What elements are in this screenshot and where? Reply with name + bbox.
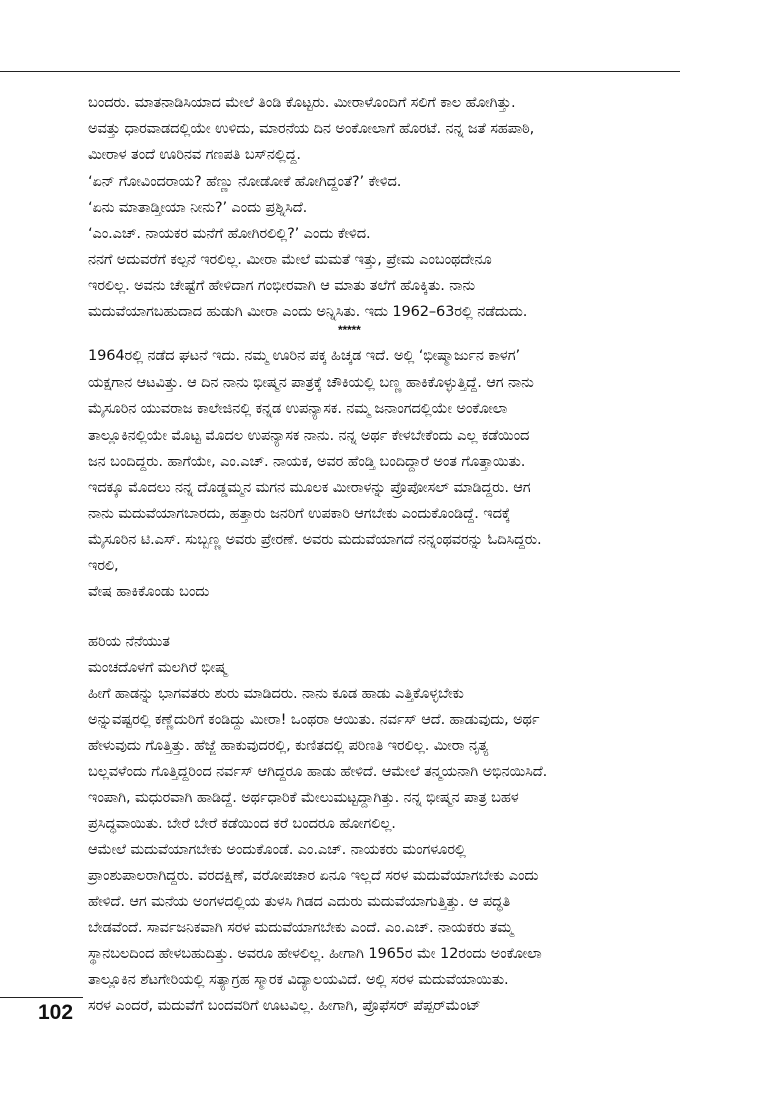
section-break: ***** bbox=[338, 323, 361, 337]
text-line: ಬಲ್ಲವಳೆಂದು ಗೊತ್ತಿದ್ದರಿಂದ ನರ್ವಸ್ ಆಗಿದ್ದರೂ ಹಾಡು ಹೇಳಿದೆ. ಆಮೇಲೆ ತನ್ಮಯನಾಗಿ ಅಭಿನಯಿಸಿದೆ. bbox=[88, 763, 548, 780]
text-line: ಇರಲಿಲ್ಲ. ಅವನು ಚೇಷ್ಟೆಗೆ ಹೇಳಿದಾಗ ಗಂಭೀರವಾಗಿ ಆ ಮಾತು ತಲೆಗೆ ಹೊಕ್ಕಿತು. ನಾನು bbox=[88, 277, 475, 294]
text-line: ಹೇಳುವುದು ಗೊತ್ತಿತ್ತು. ಹೆಜ್ಜೆ ಹಾಕುವುದರಲ್ಲಿ, ಕುಣಿತದಲ್ಲಿ ಪರಿಣತಿ ಇರಲಿಲ್ಲ. ಮೀರಾ ನೃತ್ಯ bbox=[88, 737, 489, 754]
text-line: ಅನ್ನುವಷ್ಟರಲ್ಲಿ ಕಣ್ಣೆದುರಿಗೆ ಕಂಡಿದ್ದು ಮೀರಾ! ಒಂಥರಾ ಆಯಿತು. ನರ್ವಸ್ ಆದೆ. ಹಾಡುವುದು, ಅರ್ಥ bbox=[88, 711, 540, 728]
text-line: 1964ರಲ್ಲಿ ನಡೆದ ಘಟನೆ ಇದು. ನಮ್ಮ ಊರಿನ ಪಕ್ಕ ಹಿಚ್ಕಡ ಇದೆ. ಅಲ್ಲಿ ‘ಭೀಷ್ಮಾರ್ಜುನ ಕಾಳಗ’ bbox=[88, 347, 520, 364]
text-line: ಮೈಸೂರಿನ ಟಿ.ಎಸ್. ಸುಬ್ಬಣ್ಣ ಅವರು ಪ್ರೇರಣೆ. ಅವರು ಮದುವೆಯಾಗದೆ ನನ್ನಂಥವರನ್ನು ಓದಿಸಿದ್ದರು. bbox=[88, 531, 542, 548]
text-line: ‘ಏನ್ ಗೋವಿಂದರಾಯ? ಹೆಣ್ಣು ನೋಡೋಕೆ ಹೋಗಿದ್ದಂತೆ?’ ಕೇಳಿದ. bbox=[88, 173, 402, 190]
text-line: ಇಂಪಾಗಿ, ಮಧುರವಾಗಿ ಹಾಡಿದ್ದೆ. ಅರ್ಥಧಾರಿಕೆ ಮೇಲುಮಟ್ಟದ್ದಾಗಿತ್ತು. ನನ್ನ ಭೀಷ್ಮನ ಪಾತ್ರ ಬಹಳ bbox=[88, 789, 519, 806]
text-line: ಹೇಳಿದೆ. ಆಗ ಮನೆಯ ಅಂಗಳದಲ್ಲಿಯ ತುಳಸಿ ಗಿಡದ ಎದುರು ಮದುವೆಯಾಗುತ್ತಿತ್ತು. ಆ ಪದ್ಧತಿ bbox=[88, 893, 511, 910]
header-rule bbox=[0, 71, 680, 72]
text-line: ಹೀಗೆ ಹಾಡನ್ನು ಭಾಗವತರು ಶುರು ಮಾಡಿದರು. ನಾನು ಕೂಡ ಹಾಡು ಎತ್ತಿಕೊಳ್ಳಬೇಕು bbox=[88, 685, 464, 702]
text-line: ತಾಲ್ಲೂಕಿನಲ್ಲಿಯೇ ಮೊಟ್ಟ ಮೊದಲ ಉಪನ್ಯಾಸಕ ನಾನು. ನನ್ನ ಅರ್ಥ ಕೇಳಬೇಕೆಂದು ಎಲ್ಲ ಕಡೆಯಿಂದ bbox=[88, 427, 530, 444]
text-line: ಬಂದರು. ಮಾತನಾಡಿಸಿಯಾದ ಮೇಲೆ ತಿಂಡಿ ಕೊಟ್ಟರು. ಮೀರಾಳೊಂದಿಗೆ ಸಲಿಗೆ ಕಾಲ ಹೋಗಿತ್ತು. bbox=[88, 94, 516, 111]
text-line: ಇದಕ್ಕೂ ಮೊದಲು ನನ್ನ ದೊಡ್ಡಮ್ಮನ ಮಗನ ಮೂಲಕ ಮೀರಾಳನ್ನು ಪ್ರೊಪೋಸಲ್ ಮಾಡಿದ್ದರು. ಆಗ bbox=[88, 479, 531, 496]
verse-line: ವೇಷ ಹಾಕಿಕೊಂಡು ಬಂದು bbox=[88, 583, 210, 600]
text-line: ‘ಏನು ಮಾತಾಡ್ತೀಯಾ ನೀನು?’ ಎಂದು ಪ್ರಶ್ನಿಸಿದೆ. bbox=[88, 199, 308, 216]
text-line: ನಾನು ಮದುವೆಯಾಗಬಾರದು, ಹತ್ತಾರು ಜನರಿಗೆ ಉಪಕಾರಿ ಆಗಬೇಕು ಎಂದುಕೊಂಡಿದ್ದೆ. ಇದಕ್ಕೆ bbox=[88, 505, 511, 522]
text-line: ನನಗೆ ಅದುವರೆಗೆ ಕಲ್ಪನೆ ಇರಲಿಲ್ಲ. ಮೀರಾ ಮೇಲೆ ಮಮತೆ ಇತ್ತು, ಪ್ರೇಮ ಎಂಬಂಥದೇನೂ bbox=[88, 251, 492, 268]
text-line: ಬೇಡವೆಂದೆ. ಸಾರ್ವಜನಿಕವಾಗಿ ಸರಳ ಮದುವೆಯಾಗಬೇಕು ಎಂದೆ. ಎಂ.ಎಚ್. ನಾಯಕರು ತಮ್ಮ bbox=[88, 919, 513, 936]
verse-line: ಮಂಚದೊಳಗೆ ಮಲಗಿರೆ ಭೀಷ್ಮ bbox=[88, 659, 227, 676]
text-line: ಮೀರಾಳ ತಂದೆ ಊರಿನವ ಗಣಪತಿ ಬಸ್‌ನಲ್ಲಿದ್ದ. bbox=[88, 146, 301, 163]
page-number: 102 bbox=[38, 1001, 74, 1024]
text-line: ಇರಲಿ, bbox=[88, 557, 119, 574]
text-line: ಮದುವೆಯಾಗಬಹುದಾದ ಹುಡುಗಿ ಮೀರಾ ಎಂದು ಅನ್ನಿಸಿತು. ಇದು 1962–63ರಲ್ಲಿ ನಡೆದುದು. bbox=[88, 303, 528, 320]
text-line: ಜನ ಬಂದಿದ್ದರು. ಹಾಗೆಯೇ, ಎಂ.ಎಚ್. ನಾಯಕ, ಅವರ ಹೆಂಡ್ತಿ ಬಂದಿದ್ದಾರೆ ಅಂತ ಗೊತ್ತಾಯಿತು. bbox=[88, 453, 526, 470]
verse-line: ಹರಿಯ ನೆನೆಯುತ bbox=[88, 633, 170, 650]
text-line: ಪ್ರಾಂಶುಪಾಲರಾಗಿದ್ದರು. ವರದಕ್ಷಿಣೆ, ವರೋಪಚಾರ ಏನೂ ಇಲ್ಲದೆ ಸರಳ ಮದುವೆಯಾಗಬೇಕು ಎಂದು bbox=[88, 867, 539, 884]
text-line: ಅವತ್ತು ಧಾರವಾಡದಲ್ಲಿಯೇ ಉಳಿದು, ಮಾರನೆಯ ದಿನ ಅಂಕೋಲಾಗೆ ಹೊರಟೆ. ನನ್ನ ಜತೆ ಸಹಪಾಠಿ, bbox=[88, 120, 535, 137]
text-line: ಆಮೇಲೆ ಮದುವೆಯಾಗಬೇಕು ಅಂದುಕೊಂಡೆ. ಎಂ.ಎಚ್. ನಾಯಕರು ಮಂಗಳೂರಲ್ಲಿ bbox=[88, 841, 466, 858]
text-line: ಮೈಸೂರಿನ ಯುವರಾಜ ಕಾಲೇಜಿನಲ್ಲಿ ಕನ್ನಡ ಉಪನ್ಯಾಸಕ. ನಮ್ಮ ಜನಾಂಗದಲ್ಲಿಯೇ ಅಂಕೋಲಾ bbox=[88, 400, 508, 417]
text-line: ‘ಎಂ.ಎಚ್. ನಾಯಕರ ಮನೆಗೆ ಹೋಗಿರಲಿಲ್ಲಿ?’ ಎಂದು ಕೇಳಿದ. bbox=[88, 225, 371, 242]
text-line: ಸ್ಥಾನಬಲದಿಂದ ಹೇಳಬಹುದಿತ್ತು. ಅವರೂ ಹೇಳಲಿಲ್ಲ. ಹೀಗಾಗಿ 1965ರ ಮೇ 12ರಂದು ಅಂಕೋಲಾ bbox=[88, 945, 542, 962]
text-line: ಯಕ್ಷಗಾನ ಆಟವಿತ್ತು. ಆ ದಿನ ನಾನು ಭೀಷ್ಮನ ಪಾತ್ರಕ್ಕೆ ಚೌಕಿಯಲ್ಲಿ ಬಣ್ಣ ಹಾಕಿಕೊಳ್ಳುತ್ತಿದ್ದೆ. ಆಗ ನಾನು bbox=[88, 374, 534, 391]
text-line: ಸರಳ ಎಂದರೆ, ಮದುವೆಗೆ ಬಂದವರಿಗೆ ಊಟವಿಲ್ಲ. ಹೀಗಾಗಿ, ಪ್ರೊಫೆಸರ್ ಪೆಪ್ಪರ್‌ಮೆಂಟ್ bbox=[88, 997, 481, 1014]
text-line: ಪ್ರಸಿದ್ಧವಾಯಿತು. ಬೇರೆ ಬೇರೆ ಕಡೆಯಿಂದ ಕರೆ ಬಂದರೂ ಹೋಗಲಿಲ್ಲ. bbox=[88, 815, 396, 832]
footer-rule bbox=[0, 997, 83, 998]
text-line: ತಾಲ್ಲೂಕಿನ ಶೆಟಗೇರಿಯಲ್ಲಿ ಸತ್ಯಾಗ್ರಹ ಸ್ಮಾರಕ ವಿದ್ಯಾಲಯವಿದೆ. ಅಲ್ಲಿ ಸರಳ ಮದುವೆಯಾಯಿತು. bbox=[88, 971, 509, 988]
